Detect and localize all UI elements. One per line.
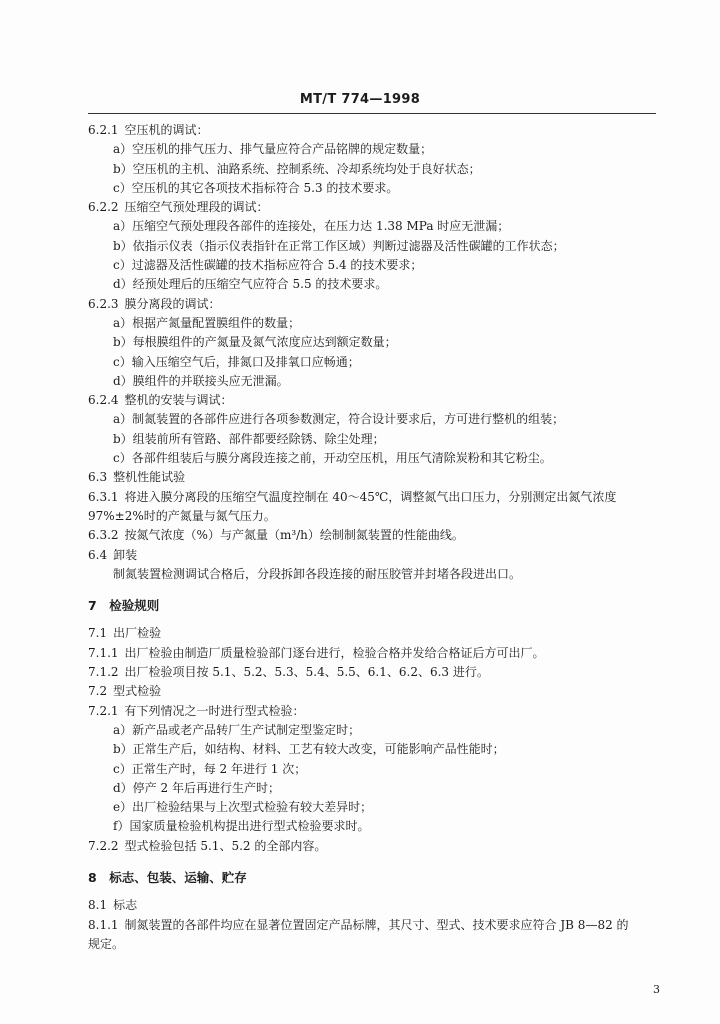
clause-6-2-3: [0, 295, 720, 314]
clause-6-2-4: [0, 391, 720, 410]
list-item: c）过滤器及活性碳罐的技术指标应符合 5.4 的技术要求；: [113, 258, 423, 273]
clause-number: 6.2.4: [88, 393, 119, 408]
list-item: c）输入压缩空气后，排氮口及排氧口应畅通；: [113, 354, 360, 369]
clause-text: 将进入膜分离段的压缩空气温度控制在 40～45℃，调整氮气出口压力，分别测定出氮气浓度: [124, 489, 617, 504]
clause-text: 型式检验: [113, 684, 162, 699]
paragraph-text: 制氮装置检测调试合格后，分段拆卸各段连接的耐压胶管并封堵各段进出口。: [113, 566, 522, 581]
document-body: [0, 121, 720, 954]
page-number: 3: [653, 983, 660, 996]
clause-text: 压缩空气预处理段的调试：: [124, 200, 269, 215]
clause-number: 6.2.1: [88, 123, 119, 137]
list-item: a）空压机的排气压力、排气量应符合产品铭牌的规定数量；: [113, 142, 433, 157]
clause-text: 标志: [113, 898, 138, 913]
clause-continuation: 规定。: [88, 936, 125, 951]
clause-number: 6.3.1: [88, 489, 119, 504]
clause-7-2-2: [0, 837, 720, 856]
clause-8-1-1: [0, 916, 720, 935]
clause-6-2-1: [0, 121, 720, 140]
section-8-heading: 8 标志、包装、运输、贮存: [88, 869, 247, 885]
clause-text: 按氮气浓度（%）与产氮量（m³/h）绘制制氮装置的性能曲线。: [124, 528, 464, 543]
list-item: d）经预处理后的压缩空气应符合 5.5 的技术要求。: [113, 277, 388, 292]
list-item: c）空压机的其它各项技术指标符合 5.3 的技术要求。: [113, 180, 399, 195]
clause-text: 整机的安装与调试：: [124, 393, 233, 408]
clause-6-3-2: [0, 526, 720, 545]
clause-6-3: [0, 468, 720, 487]
clause-text: 空压机的调试：: [124, 123, 209, 137]
list-item: b）依指示仪表（指示仪表指针在正常工作区域）判断过滤器及活性碳罐的工作状态；: [113, 238, 565, 253]
list-item: b）空压机的主机、油路系统、控制系统、冷却系统均处于良好状态；: [113, 161, 481, 176]
clause-number: 7.2.1: [88, 703, 119, 718]
clause-text: 制氮装置的各部件均应在显著位置固定产品标牌，其尺寸、型式、技术要求应符合 JB 8—82 的: [124, 917, 629, 932]
clause-text: 出厂检验由制造厂质量检验部门逐台进行，检验合格并发给合格证后方可出厂。: [124, 645, 545, 660]
clause-text: 膜分离段的调试：: [124, 296, 221, 311]
clause-number: 7.2.2: [88, 838, 119, 853]
clause-text: 卸装: [113, 547, 138, 562]
clause-6-3-1: [0, 488, 720, 507]
clause-7-1-1: [0, 644, 720, 663]
list-item: d）停产 2 年后再进行生产时；: [113, 780, 280, 795]
clause-7-2: [0, 682, 720, 701]
section-7-heading: 7 检验规则: [88, 598, 160, 614]
clause-continuation: 97%±2%时的产氮量与氮气压力。: [88, 508, 276, 523]
clause-number: 6.3: [88, 470, 108, 485]
clause-number: 6.3.2: [88, 528, 119, 543]
list-item: f）国家质量检验机构提出进行型式检验要求时。: [113, 819, 370, 834]
clause-number: 7.1: [88, 626, 108, 641]
clause-number: 8.1.1: [88, 917, 119, 932]
standard-code-header: MT/T 774—1998: [299, 92, 421, 107]
clause-text: 整机性能试验: [113, 470, 186, 485]
clause-7-1-2: [0, 663, 720, 682]
header-rule: [88, 113, 656, 114]
list-item: b）正常生产后，如结构、材料、工艺有较大改变，可能影响产品性能时；: [113, 742, 505, 757]
clause-6-4: [0, 546, 720, 565]
clause-number: 6.2.3: [88, 296, 119, 311]
clause-text: 型式检验包括 5.1、5.2 的全部内容。: [124, 838, 327, 853]
clause-number: 6.4: [88, 547, 108, 562]
clause-number: 6.2.2: [88, 200, 119, 215]
list-item: a）新产品或老产品转厂生产试制定型鉴定时；: [113, 722, 361, 737]
list-item: b）组装前所有管路、部件都要经除锈、除尘处理；: [113, 431, 385, 446]
clause-text: 出厂检验: [113, 626, 162, 641]
clause-text: 出厂检验项目按 5.1、5.2、5.3、5.4、5.5、6.1、6.2、6.3 进行。: [124, 665, 489, 680]
list-item: e）出厂检验结果与上次型式检验有较大差异时；: [113, 800, 373, 815]
clause-8-1: [0, 896, 720, 915]
clause-number: 8.1: [88, 898, 108, 913]
list-item: a）压缩空气预处理段各部件的连接处，在压力达 1.38 MPa 时应无泄漏；: [113, 219, 510, 234]
list-item: c）各部件组装后与膜分离段连接之前，开动空压机，用压气清除炭粉和其它粉尘。: [113, 451, 552, 466]
list-item: d）膜组件的并联接头应无泄漏。: [113, 373, 289, 388]
clause-7-2-1: [0, 702, 720, 721]
list-item: a）制氮装置的各部件应进行各项参数测定，符合设计要求后，方可进行整机的组装；: [113, 412, 565, 427]
clause-6-2-2: [0, 198, 720, 217]
list-item: a）根据产氮量配置膜组件的数量；: [113, 315, 301, 330]
list-item: b）每根膜组件的产氮量及氮气浓度应达到额定数量；: [113, 335, 397, 350]
clause-7-1: [0, 624, 720, 643]
clause-number: 7.2: [88, 684, 108, 699]
clause-number: 7.1.2: [88, 665, 119, 680]
list-item: c）正常生产时，每 2 年进行 1 次；: [113, 761, 307, 776]
clause-text: 有下列情况之一时进行型式检验：: [124, 703, 305, 718]
clause-number: 7.1.1: [88, 645, 119, 660]
